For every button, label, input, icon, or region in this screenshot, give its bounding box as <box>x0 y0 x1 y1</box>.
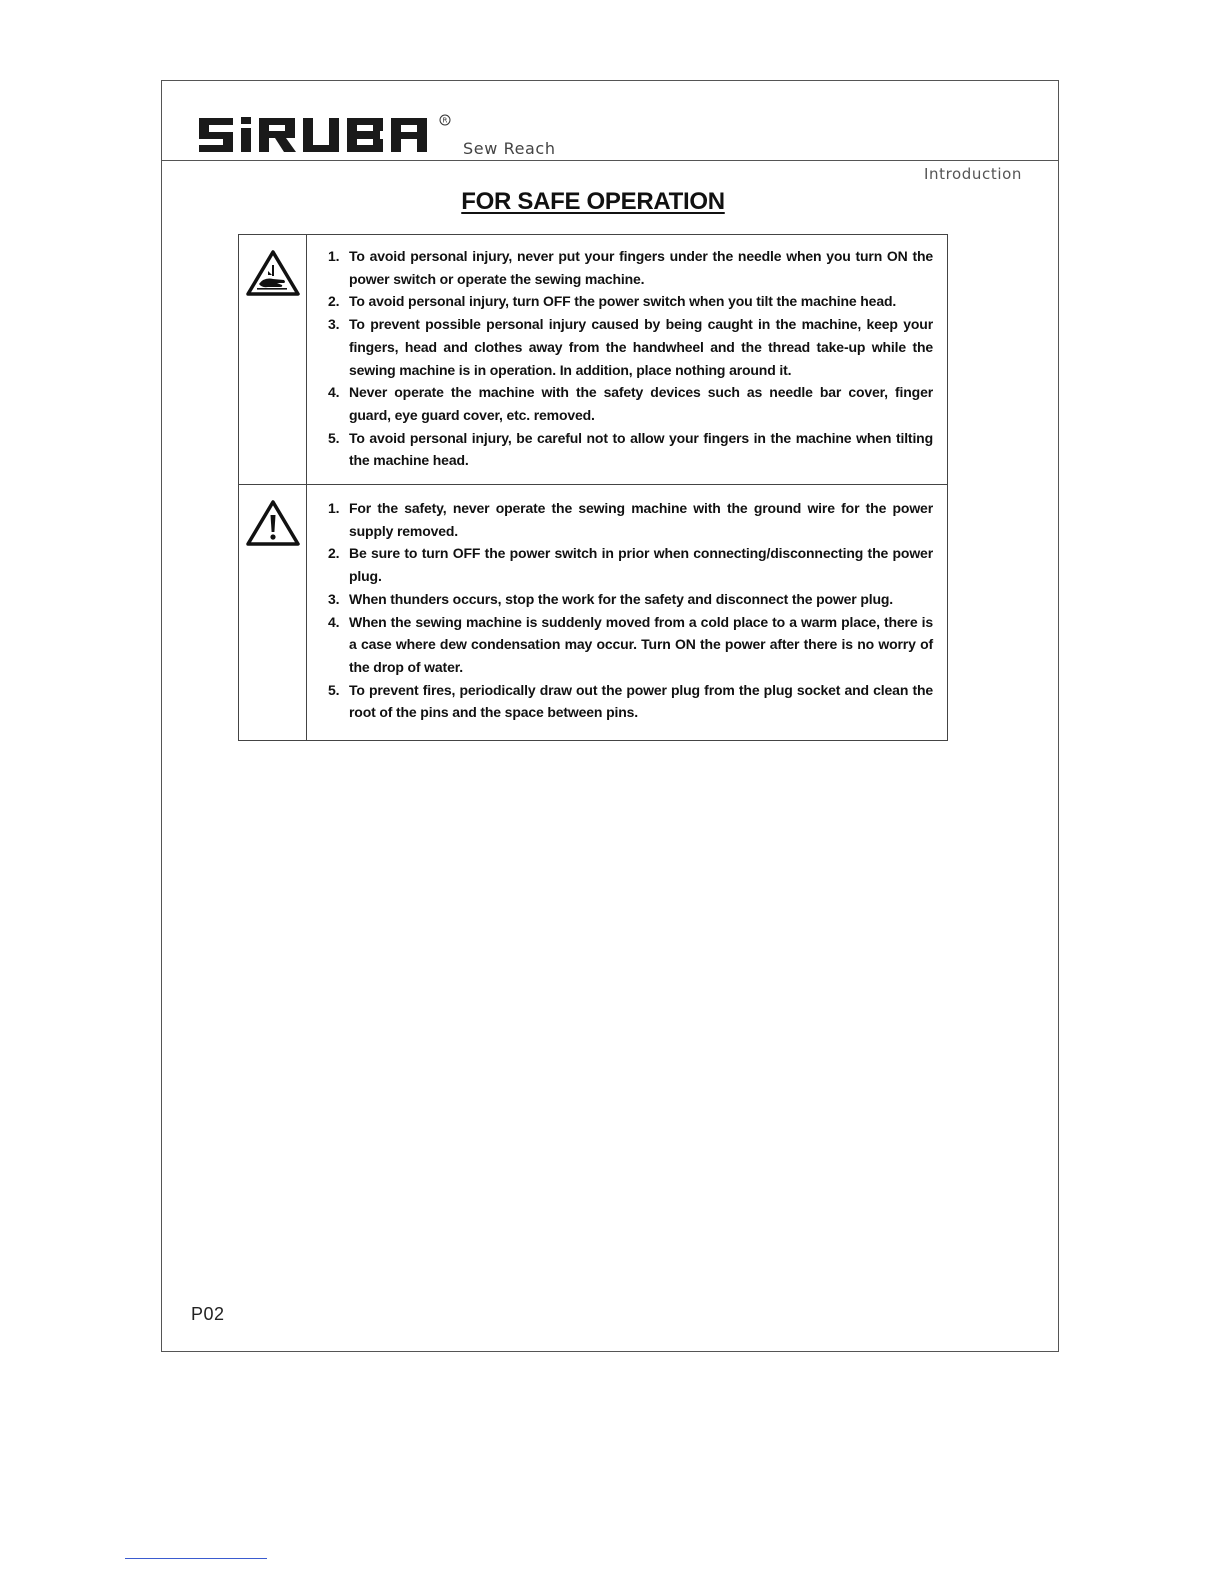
page-number: P02 <box>191 1304 225 1324</box>
list-item: 3. To prevent possible personal injury caused by being caught in the machine, keep your fingers, head and clothes away from the handwheel and the thread take-up while the sewing machine is in operation. In addition, place nothing around it. <box>328 316 933 378</box>
brand-tagline: Sew Reach <box>463 139 556 158</box>
danger-list <box>325 245 933 472</box>
section-label: Introduction <box>923 165 1022 183</box>
list-item: 1. For the safety, never operate the sewing machine with the ground wire for the power supply removed. <box>328 500 933 539</box>
list-item: 5. To avoid personal injury, be careful not to allow your fingers in the machine when tilting the machine head. <box>328 429 933 469</box>
page-title: FOR SAFE OPERATION <box>461 188 725 215</box>
list-item: 2. To avoid personal injury, turn OFF the power switch when you tilt the machine head. <box>328 293 897 310</box>
hand-injury-warning-icon <box>246 249 300 297</box>
list-item: 4. Never operate the machine with the safety devices such as needle bar cover, finger guard, eye guard cover, etc. removed. <box>328 384 933 423</box>
svg-text:R: R <box>442 116 448 125</box>
list-item: 1. To avoid personal injury, never put your fingers under the needle when you turn ON the power switch or operate the sewing machine. <box>328 248 933 287</box>
safety-notice-table <box>238 234 948 741</box>
list-item: 4. When the sewing machine is suddenly moved from a cold place to a warm place, there is a case where dew condensation may occur. Turn ON the power after there is no worry of the drop of water. <box>328 613 933 675</box>
notice-row-danger <box>239 235 947 484</box>
list-item: 5. To prevent fires, periodically draw out the power plug from the plug socket and clean the root of the pins and the space between pins. <box>328 681 933 721</box>
notice-text-cell <box>307 235 947 484</box>
list-item: 3. When thunders occurs, stop the work for the safety and disconnect the power plug. <box>328 590 894 607</box>
list-item: 2. Be sure to turn OFF the power switch in prior when connecting/disconnecting the power plug. <box>328 545 933 585</box>
siruba-logo <box>197 110 457 158</box>
caution-exclamation-icon <box>246 499 300 547</box>
footer-link-underline <box>125 1558 267 1559</box>
header-divider <box>161 160 1059 161</box>
notice-row-caution <box>239 484 947 740</box>
notice-icon-cell <box>239 485 307 740</box>
notice-text-cell <box>307 485 947 740</box>
notice-icon-cell <box>239 235 307 484</box>
caution-list <box>325 497 933 724</box>
